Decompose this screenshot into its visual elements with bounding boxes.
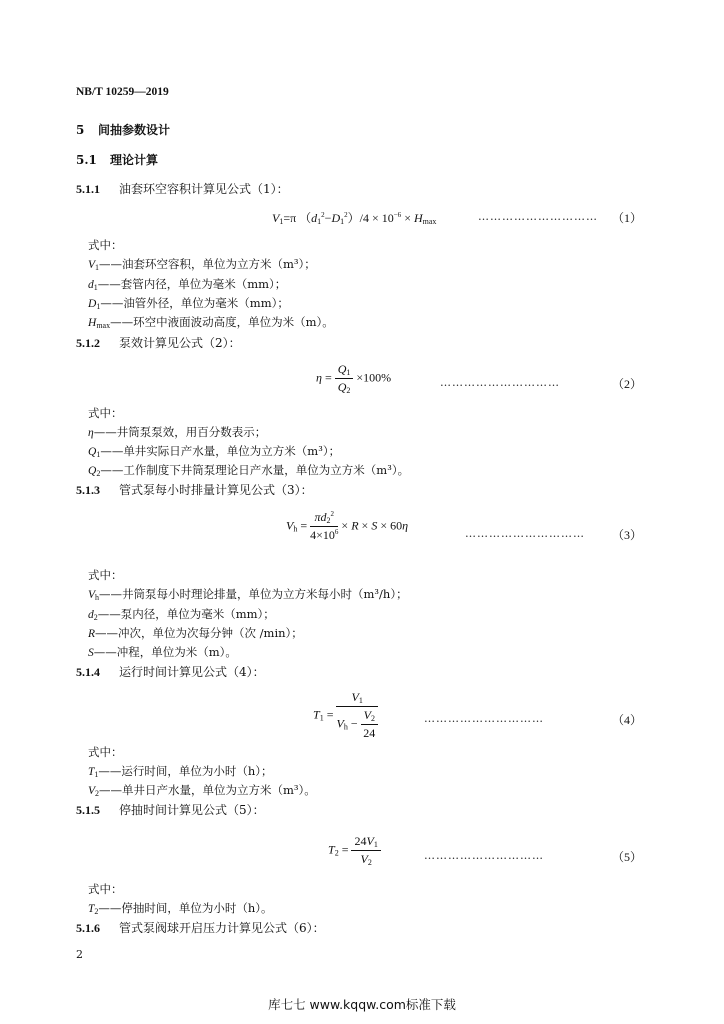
clause-text: 运行时间计算见公式（4）： [119, 665, 265, 679]
definition-item: $H_{max}——$环空中液面波动高度，单位为米（m）。 [88, 315, 334, 330]
formula-4: $T_1$ = $V_1$ $V_h$ − $\frac{V_2}{24}$ [313, 690, 378, 741]
section-number: 5 [76, 123, 85, 137]
where-label: 式中： [88, 568, 123, 582]
subsection-title: 理论计算 [110, 153, 159, 167]
formula-5-label: （5） [612, 850, 643, 864]
definition-item: $V_h——$井筒泵每小时理论排量，单位为立方米每小时（m³/h）； [88, 587, 408, 602]
formula-3-label: （3） [612, 528, 643, 542]
definition-item: $Q_1——$单井实际日产水量，单位为立方米（m³）； [88, 444, 341, 459]
clause-number: 5.1.2 [76, 336, 100, 350]
formula-5: $T_2$ = $\frac{24V_1}{V_2}$ [328, 834, 381, 867]
symbol-hmax: $H_{max}$ [88, 317, 111, 330]
symbol-v1: $V_1$ [88, 259, 100, 272]
clause-5-1-6 [76, 919, 325, 936]
symbol-vh: $V_h$ [88, 589, 100, 602]
leader-dots: ………………………… [478, 210, 598, 223]
clause-number: 5.1.5 [76, 803, 100, 817]
definition-item: $Q_2——$工作制度下井筒泵理论日产水量，单位为立方米（m³）。 [88, 463, 410, 478]
symbol-eta: η [88, 427, 94, 439]
clause-number: 5.1.3 [76, 483, 100, 497]
leader-dots: ………………………… [424, 849, 544, 862]
where-label: 式中： [88, 745, 123, 759]
clause-number: 5.1.6 [76, 921, 100, 935]
section-heading [76, 121, 170, 138]
definition-item: $T_1——$运行时间，单位为小时（h）； [88, 764, 273, 779]
symbol-D1: $D_1$ [88, 298, 101, 311]
definition-item: $d_1——$套管内径，单位为毫米（mm）； [88, 277, 287, 292]
formula-2: η = $\frac{Q_1}{Q_2}$ ×100% [316, 362, 392, 395]
symbol-q2: $Q_2$ [88, 465, 101, 478]
section-title: 间抽参数设计 [98, 123, 171, 137]
formula-3: $V_h$ = $\frac{\pi d_2^2}{4\times 10^6}$ × R × S × 60η [286, 510, 409, 542]
symbol-s: S [88, 647, 94, 659]
formula-2-label: （2） [612, 377, 643, 391]
symbol-t2: $T_2$ [88, 903, 99, 916]
clause-5-1-2 [76, 334, 241, 351]
symbol-r: R [88, 628, 96, 640]
definition-item: $d_2——$泵内径，单位为毫米（mm）； [88, 607, 275, 622]
symbol-v2: $V_2$ [88, 785, 100, 798]
page-number: 2 [76, 948, 83, 961]
footer-watermark: 库七七 www.kqqw.com标准下载 [268, 997, 456, 1012]
formula-1-label: （1） [612, 211, 643, 225]
clause-text: 泵效计算见公式（2）： [119, 336, 241, 350]
symbol-d1: $d_1$ [88, 279, 98, 292]
symbol-d2: $d_2$ [88, 609, 98, 622]
clause-text: 管式泵每小时排量计算见公式（3）： [119, 483, 313, 497]
clause-text: 停抽时间计算见公式（5）： [119, 803, 265, 817]
symbol-q1: $Q_1$ [88, 446, 101, 459]
symbol-t1: $T_1$ [88, 766, 99, 779]
definition-item: $T_2——$停抽时间，单位为小时（h）。 [88, 901, 273, 916]
where-label: 式中： [88, 406, 123, 420]
definition-item: $V_2——$单井日产水量，单位为立方米（m³）。 [88, 783, 316, 798]
definition-item: η——井筒泵泵效，用百分数表示； [88, 425, 267, 439]
clause-5-1-1 [76, 180, 289, 197]
leader-dots: ………………………… [440, 376, 560, 389]
where-label: 式中： [88, 238, 123, 252]
clause-5-1-4 [76, 663, 265, 680]
where-label: 式中： [88, 882, 123, 896]
clause-text: 管式泵阀球开启压力计算见公式（6）： [119, 921, 325, 935]
leader-dots: ………………………… [424, 712, 544, 725]
subsection-number: 5.1 [76, 153, 97, 167]
definition-item: R——冲次，单位为次每分钟（次 /min）； [88, 626, 303, 640]
definition-item: $D_1——$油管外径，单位为毫米（mm）； [88, 296, 289, 311]
definition-item: $V_1——$油套环空容积，单位为立方米（m³）； [88, 257, 316, 272]
clause-5-1-5 [76, 801, 265, 818]
standard-number: NB/T 10259—2019 [76, 86, 169, 98]
clause-number: 5.1.4 [76, 665, 100, 679]
formula-4-label: （4） [612, 713, 643, 727]
clause-5-1-3 [76, 481, 313, 498]
clause-text: 油套环空容积计算见公式（1）： [119, 182, 289, 196]
definition-item: S——冲程，单位为米（m）。 [88, 645, 237, 659]
formula-1: $V_1=\pi$ $(d_1^2-D_1^2)/4 \times 10^{-6} \times H_{max}$ [272, 211, 437, 226]
subsection-heading [76, 151, 158, 168]
leader-dots: ………………………… [465, 527, 585, 540]
clause-number: 5.1.1 [76, 182, 100, 196]
